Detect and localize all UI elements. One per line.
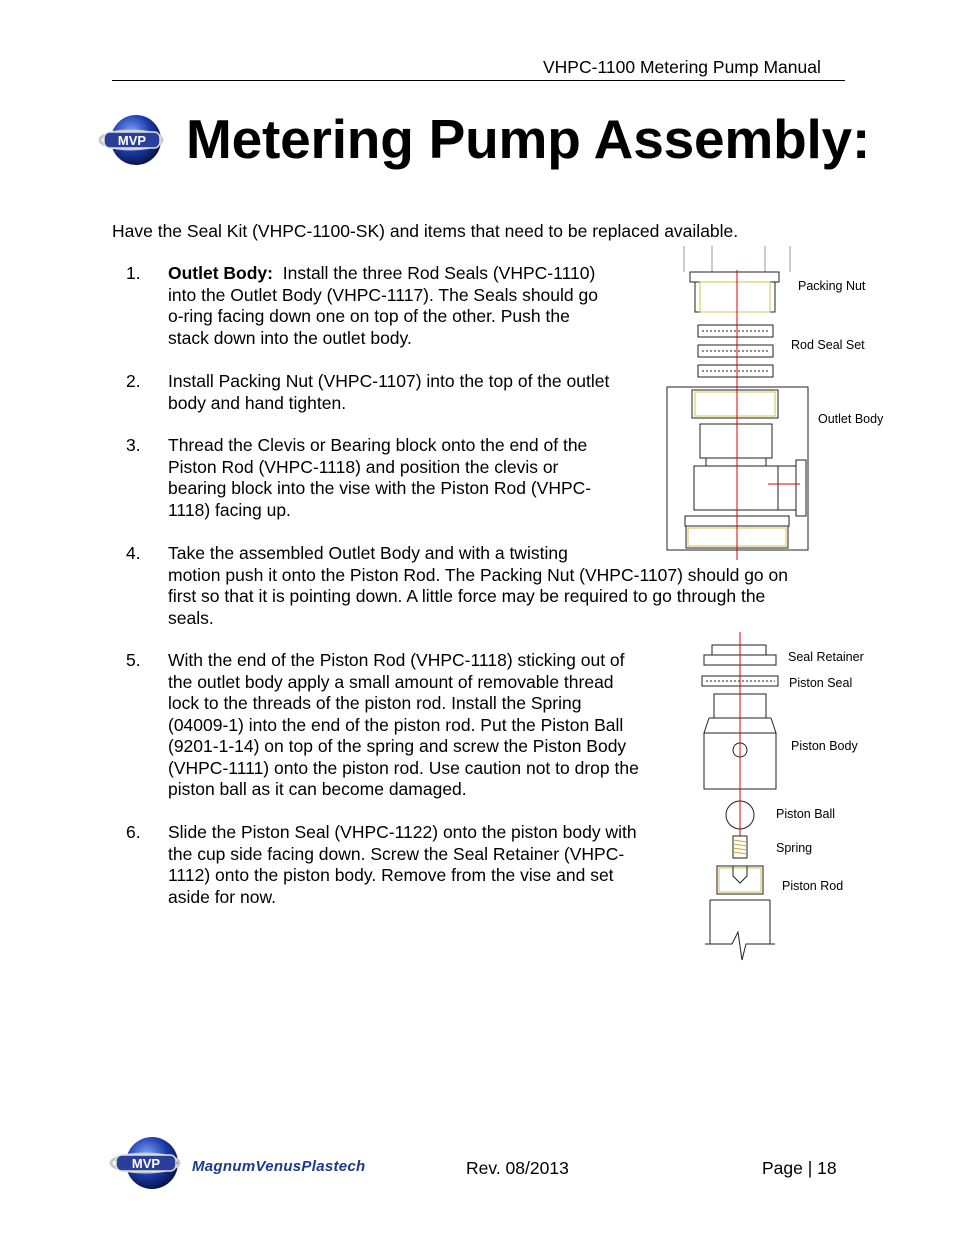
step-bold-label: Outlet Body: [168, 263, 273, 283]
step-line: body and hand tighten. [168, 392, 347, 413]
label-packing-nut: Packing Nut [798, 279, 866, 293]
step-line: o-ring facing down one on top of the other. Push the [168, 306, 570, 326]
step-line: (VHPC-1111) onto the piston rod. Use caution not to drop the [168, 757, 639, 778]
step-line: bearing block into the vise with the Piston Rod (VHPC- [168, 478, 592, 498]
rod-seal-set-drawing [698, 325, 773, 377]
step-line: into the Outlet Body (VHPC-1117). The Seals should go [168, 284, 598, 305]
step-line: 1112) onto the piston body. Remove from the vise and set [168, 865, 614, 885]
spring-drawing [733, 836, 747, 858]
footer-logo-text: MVP [131, 1156, 161, 1171]
label-piston-seal: Piston Seal [789, 676, 853, 690]
step-line: first so that it is pointing down. A little force may be required to go through the [168, 586, 766, 606]
step-line: Install the three Rod Seals (VHPC-1110) [282, 263, 596, 283]
step-line: seals. [168, 607, 214, 628]
label-seal-retainer: Seal Retainer [788, 650, 864, 664]
step-line: (04009-1) into the end of the piston rod. Put the Piston Ball [168, 714, 624, 735]
step-line: the cup side facing down. Screw the Seal Retainer (VHPC- [168, 843, 625, 864]
revision-date: Rev. 08/2013 [466, 1158, 569, 1178]
step-number: 1. [126, 263, 141, 283]
step-line: Take the assembled Outlet Body and with a twisting [168, 543, 568, 563]
label-rod-seal-set: Rod Seal Set [791, 338, 865, 352]
step-line: Install Packing Nut (VHPC-1107) into the top of the outlet [168, 371, 610, 391]
step-line: stack down into the outlet body. [168, 327, 412, 348]
piston-rod-drawing [705, 866, 775, 960]
step-line: 1118) facing up. [168, 499, 291, 520]
page-number: Page | 18 [762, 1158, 837, 1178]
label-piston-ball: Piston Ball [776, 807, 836, 821]
page-title: Metering Pump Assembly: [186, 108, 871, 170]
step-line: aside for now. [168, 886, 276, 907]
step-line: Slide the Piston Seal (VHPC-1122) onto the piston body with [168, 822, 637, 842]
footer-mvp-logo [108, 1132, 182, 1192]
label-piston-rod: Piston Rod [782, 879, 844, 893]
label-piston-body: Piston Body [791, 739, 858, 753]
step-line: piston ball as it can become damaged. [168, 779, 467, 799]
step-line: (9201-1-14) on top of the spring and screw the Piston Body [168, 736, 627, 756]
step-line: Thread the Clevis or Bearing block onto the end of the [168, 435, 588, 455]
mvp-logo-text: MVP [117, 133, 147, 148]
step-line: the outlet body apply a small amount of removable thread [168, 671, 614, 692]
step-number: 5. [126, 650, 141, 670]
intro-text: Have the Seal Kit (VHPC-1100-SK) and items that need to be replaced available. [112, 221, 739, 241]
manual-title: VHPC-1100 Metering Pump Manual [543, 57, 821, 77]
step-line: Piston Rod (VHPC-1118) and position the clevis or [168, 456, 559, 477]
step-line: lock to the threads of the piston rod. Install the Spring [168, 693, 582, 713]
label-spring: Spring [776, 841, 813, 855]
step-number: 6. [126, 822, 141, 842]
step-number: 4. [126, 543, 141, 563]
label-outlet-body: Outlet Body [818, 412, 884, 426]
step-line: With the end of the Piston Rod (VHPC-1118) sticking out of [168, 650, 625, 670]
step-number: 3. [126, 435, 141, 455]
step-line: motion push it onto the Piston Rod. The Packing Nut (VHPC-1107) should go on [168, 564, 788, 585]
brand-name: MagnumVenusPlastech [192, 1158, 366, 1175]
step-number: 2. [126, 371, 141, 391]
